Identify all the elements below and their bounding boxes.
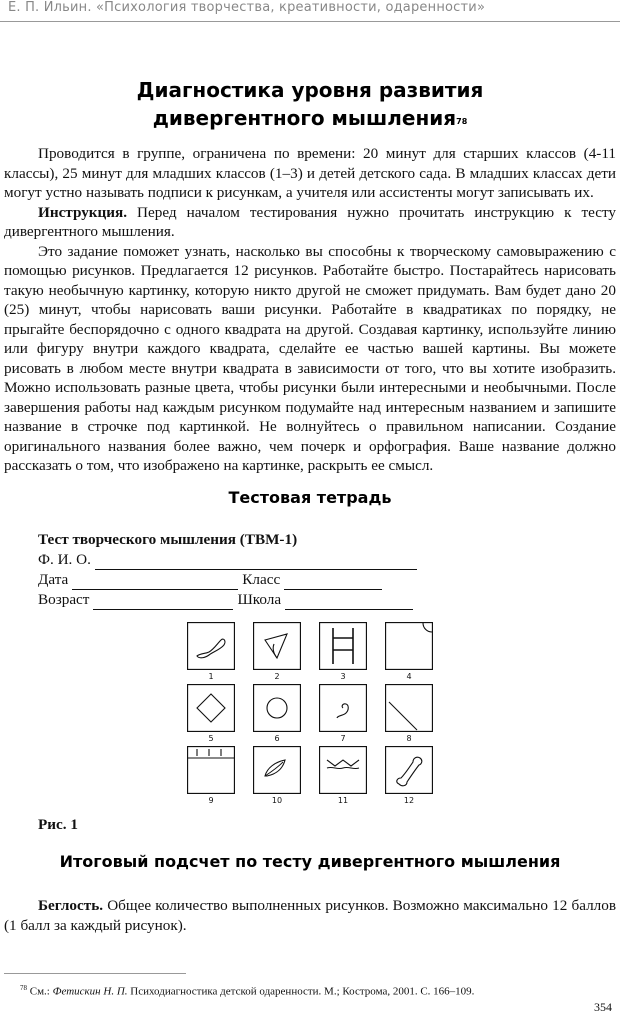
section-heading-test-booklet: Тестовая тетрадь bbox=[228, 488, 392, 507]
loop-squiggle-icon bbox=[187, 622, 235, 670]
cell-number: 1 bbox=[208, 672, 214, 681]
cell-number: 3 bbox=[340, 672, 346, 681]
triangle-hook-icon bbox=[253, 622, 301, 670]
figure-cell-3[interactable] bbox=[319, 622, 367, 681]
page-title bbox=[0, 76, 620, 132]
fluency-text bbox=[4, 896, 616, 935]
form-row-date bbox=[38, 570, 417, 590]
figure-cell-5[interactable] bbox=[187, 684, 235, 743]
date-field[interactable] bbox=[72, 574, 238, 590]
cell-number: 4 bbox=[406, 672, 412, 681]
cell-number: 2 bbox=[274, 672, 280, 681]
figure-cell-7[interactable] bbox=[319, 684, 367, 743]
diamond-icon bbox=[187, 684, 235, 732]
footnote-author: Фетискин Н. П. bbox=[52, 985, 128, 998]
figure-cell-11[interactable] bbox=[319, 746, 367, 805]
fio-field[interactable] bbox=[95, 554, 417, 570]
figure-cell-6[interactable] bbox=[253, 684, 301, 743]
cell-number: 12 bbox=[403, 796, 415, 805]
bone-blob-icon bbox=[385, 746, 433, 794]
leaf-curve-icon bbox=[253, 746, 301, 794]
class-field[interactable] bbox=[284, 574, 382, 590]
cell-number: 5 bbox=[208, 734, 214, 743]
fluency-label: Беглость. bbox=[38, 897, 104, 914]
title-line-1: Диагностика уровня развития bbox=[136, 78, 484, 102]
footnote bbox=[20, 984, 474, 998]
circle-icon bbox=[253, 684, 301, 732]
footnote-prefix: См.: bbox=[27, 985, 53, 998]
top-bar-ticks-icon bbox=[187, 746, 235, 794]
ladder-icon bbox=[319, 622, 367, 670]
cell-number: 6 bbox=[274, 734, 280, 743]
figure-cell-12[interactable] bbox=[385, 746, 433, 805]
running-header: Е. П. Ильин. «Психология творчества, креативности, одаренности» bbox=[8, 0, 486, 15]
intro-paragraph-2 bbox=[4, 203, 616, 242]
intro-paragraph-3: Это задание поможет узнать, насколько вы способны к творческому самовыражению с помощью рисунков. Предлагается 12 рисунков. Работайте быстро. Постарайтесь нарисовать такую необычную картинку, которую никто другой не сможет придумать. Вам будет дано 20 (25) минут, чтобы нарисовать ваши рисунки. Работайте в квадратиках по порядку, не прыгайте беспорядочно с одного квадрата на другой. Создавая картинку, используйте линию или фигуру внутри каждого квадрата, сделайте ее частью вашей картины. Вы можете рисовать в любом месте внутри квадрата в зависимости от того, что вы хотите изобразить. Можно использовать разные цвета, чтобы рисунки были интересными и необычными. После завершения работы над каждым рисунком подумайте над интересным названием и запишите название в строчке под картинкой. Не волнуйтесь о правильном написании. Создание оригинального названия более важно, чем почерк и орфография. Ваше название должно рассказать о том, что изображено на картинке, раскрыть ее смысл. bbox=[4, 242, 616, 474]
zigzag-wave-icon bbox=[319, 746, 367, 794]
fio-label: Ф. И. О. bbox=[38, 551, 91, 568]
form-title: Тест творческого мышления (ТВМ-1) bbox=[38, 531, 298, 548]
intro-paragraph-1: Проводится в группе, ограничена по времени: 20 минут для старших классов (4-11 классы), 25 минут для младших классов (1–3) и детей детского сада. В младших классах дети могут устно называть подписи к рисункам, а учителя или ассистенты могут записывать их. bbox=[4, 145, 616, 201]
fluency-description: Общее количество выполненных рисунков. Возможно максимально 12 баллов (1 балл за каждый рисунок). bbox=[4, 897, 616, 934]
cell-number: 11 bbox=[337, 796, 349, 805]
figure-cell-10[interactable] bbox=[253, 746, 301, 805]
figure-cell-1[interactable] bbox=[187, 622, 235, 681]
diagonal-line-icon bbox=[385, 684, 433, 732]
date-label: Дата bbox=[38, 571, 69, 588]
page-number: 354 bbox=[594, 1000, 612, 1014]
header-divider bbox=[0, 21, 620, 22]
spiral-hook-icon bbox=[319, 684, 367, 732]
figure-cell-9[interactable] bbox=[187, 746, 235, 805]
section-heading-final-score: Итоговый подсчет по тесту дивергентного мышления bbox=[59, 852, 561, 871]
test-form bbox=[38, 530, 417, 610]
school-label: Школа bbox=[237, 591, 282, 608]
fluency-paragraph bbox=[4, 896, 616, 935]
footnote-mark: 78 bbox=[20, 984, 27, 992]
figure-cell-8[interactable] bbox=[385, 684, 433, 743]
class-label: Класс bbox=[242, 571, 281, 588]
figure-cell-2[interactable] bbox=[253, 622, 301, 681]
figure-cell-4[interactable] bbox=[385, 622, 433, 681]
cell-number: 7 bbox=[340, 734, 346, 743]
corner-arc-icon bbox=[385, 622, 433, 670]
cell-number: 9 bbox=[208, 796, 214, 805]
instruction-label: Инструкция. bbox=[38, 203, 128, 221]
cell-number: 10 bbox=[271, 796, 283, 805]
title-footnote-mark: 78 bbox=[456, 117, 468, 126]
age-field[interactable] bbox=[93, 594, 233, 610]
school-field[interactable] bbox=[285, 594, 413, 610]
title-line-2-text: дивергентного мышления bbox=[152, 106, 457, 130]
intro-text bbox=[4, 144, 616, 476]
instruction-text: Перед началом тестирования нужно прочитать инструкцию к тесту дивергентного мышления. bbox=[4, 203, 616, 240]
title-line-2 bbox=[0, 104, 620, 132]
footnote-divider bbox=[4, 973, 186, 974]
figure-grid bbox=[187, 622, 433, 805]
footnote-source: Психодиагностика детской одаренности. М.; Кострома, 2001. С. 166–109. bbox=[127, 985, 475, 998]
figure-label: Рис. 1 bbox=[38, 816, 78, 833]
age-label: Возраст bbox=[38, 591, 90, 608]
form-row-age bbox=[38, 590, 417, 610]
form-row-fio bbox=[38, 550, 417, 570]
cell-number: 8 bbox=[406, 734, 412, 743]
